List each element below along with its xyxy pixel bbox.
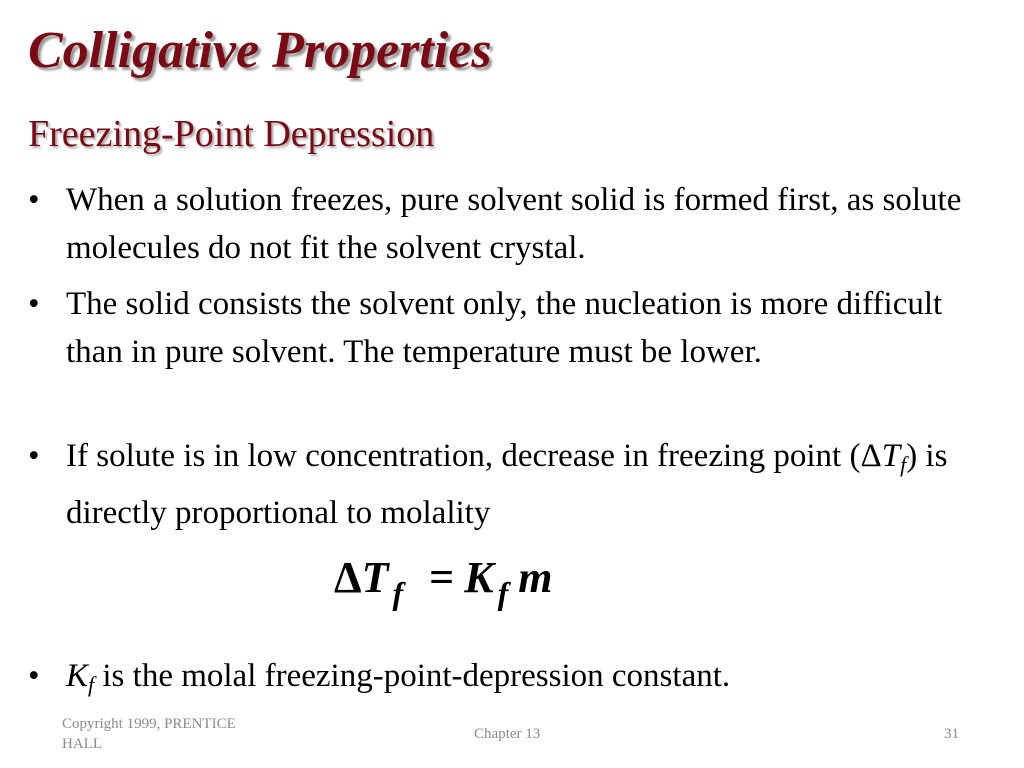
bullet-text: When a solution freezes, pure solvent solid is formed first, as solute molecules do not fit the solvent crystal. xyxy=(66,182,962,266)
footer-page-number: 31 xyxy=(944,726,959,742)
formula-lhs-subscript: f xyxy=(392,575,404,611)
constant-variable: K xyxy=(66,658,89,694)
formula-delta: Δ xyxy=(334,553,362,602)
bullet-item xyxy=(28,176,998,272)
formula-equals: = xyxy=(429,553,455,602)
bullet-text xyxy=(66,652,998,709)
formula-molality: m xyxy=(518,553,553,602)
slide-title: Colligative Properties xyxy=(28,22,492,79)
bullet-item xyxy=(28,280,998,376)
freezing-point-formula xyxy=(334,553,553,611)
bullet-text-post: is the molal freezing-point-depression constant. xyxy=(94,658,731,694)
temperature-variable: T xyxy=(881,438,901,474)
footer-copyright: Copyright 1999, PRENTICE HALL xyxy=(62,716,236,752)
bullet-marker: • xyxy=(28,438,40,474)
freezing-subscript: f xyxy=(900,452,907,477)
bullet-item xyxy=(28,652,998,709)
bullet-text-pre: If solute is in low concentration, decrease in freezing point ( xyxy=(66,438,861,474)
footer-chapter: Chapter 13 xyxy=(474,726,541,742)
formula-rhs-subscript: f xyxy=(497,575,509,611)
constant-subscript: f xyxy=(88,672,95,697)
bullet-marker: • xyxy=(28,658,40,694)
bullet-marker: • xyxy=(28,286,40,322)
bullet-marker: • xyxy=(28,182,40,218)
slide-subtitle: Freezing-Point Depression xyxy=(28,113,435,155)
bullet-text xyxy=(66,432,998,537)
delta-symbol: Δ xyxy=(860,438,882,474)
formula-rhs-variable: K xyxy=(464,553,494,602)
bullet-text: The solid consists the solvent only, the nucleation is more difficult than in pure solvent. The temperature must be lower. xyxy=(66,286,943,370)
bullet-text-post: ) is directly proportional to molality xyxy=(66,438,948,531)
formula-lhs-variable: T xyxy=(361,553,389,602)
bullet-item xyxy=(28,432,998,537)
